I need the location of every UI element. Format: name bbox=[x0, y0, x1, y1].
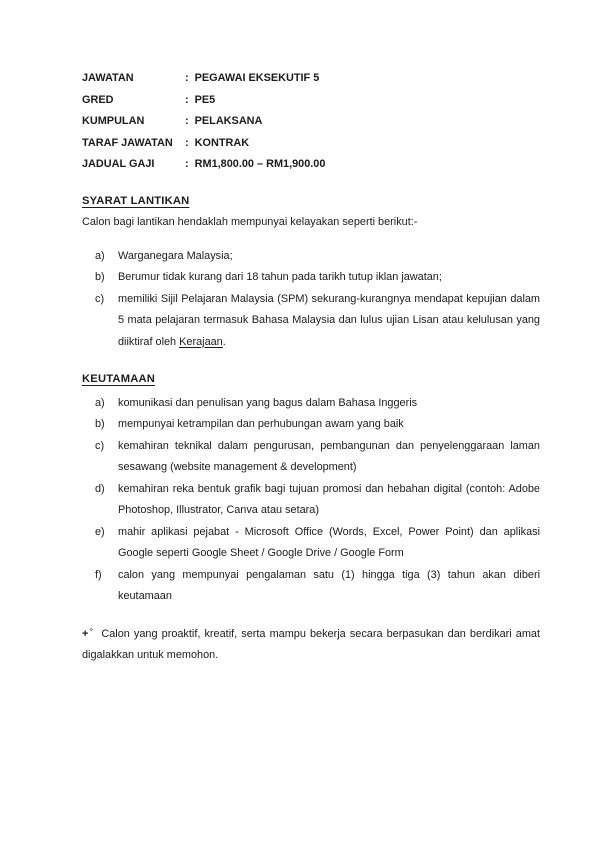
job-detail-row bbox=[82, 111, 540, 133]
field-value: PE5 bbox=[194, 93, 216, 106]
list-item bbox=[82, 246, 540, 268]
field-separator: : bbox=[185, 115, 189, 127]
section-heading-keutamaan: KEUTAMAAN bbox=[82, 373, 156, 385]
underlined-term: Kerajaan bbox=[179, 335, 223, 348]
plus-symbol: + bbox=[82, 627, 89, 640]
item-text: mempunyai ketrampilan dan perhubungan awam yang baik bbox=[118, 418, 404, 430]
field-value: KONTRAK bbox=[194, 136, 250, 149]
item-marker: c) bbox=[95, 292, 105, 305]
field-value: PELAKSANA bbox=[194, 115, 263, 127]
job-detail-row bbox=[82, 68, 540, 90]
field-value: PEGAWAI EKSEKUTIF 5 bbox=[194, 72, 320, 84]
item-text-before: memiliki Sijil Pelajaran Malaysia (SPM) sekurang-kurangnya mendapat kepujian dalam 5 mata pelajaran termasuk Bahasa Malaysia dan lulus ujian Lisan atau kelulusan yang diiktiraf oleh bbox=[118, 292, 540, 348]
field-separator: : bbox=[185, 93, 189, 106]
section-syarat-lantikan bbox=[82, 191, 540, 354]
item-text: Warganegara Malaysia; bbox=[118, 249, 233, 262]
field-separator: : bbox=[185, 72, 189, 84]
item-marker: b) bbox=[95, 271, 105, 283]
item-marker: e) bbox=[95, 525, 105, 538]
keutamaan-list bbox=[82, 393, 540, 608]
item-marker: a) bbox=[95, 249, 105, 262]
job-detail-row bbox=[82, 154, 540, 176]
item-text: Berumur tidak kurang dari 18 tahun pada tarikh tutup iklan jawatan; bbox=[118, 271, 442, 283]
list-item bbox=[82, 565, 540, 608]
list-item bbox=[82, 289, 540, 354]
field-separator: : bbox=[185, 158, 189, 170]
item-text bbox=[118, 289, 540, 354]
item-text: calon yang mempunyai pengalaman satu (1) hingga tiga (3) tahun akan diberi keutamaan bbox=[118, 568, 540, 602]
list-item bbox=[82, 393, 540, 415]
star-icon: ✧ bbox=[88, 626, 95, 634]
field-label: KUMPULAN bbox=[82, 115, 145, 127]
field-label: JADUAL GAJI bbox=[82, 158, 155, 170]
item-marker: a) bbox=[95, 396, 105, 409]
job-detail-row bbox=[82, 90, 540, 112]
field-value: RM1,800.00 – RM1,900.00 bbox=[194, 158, 326, 170]
job-details-block bbox=[82, 68, 540, 176]
item-text: mahir aplikasi pejabat - Microsoft Office (Words, Excel, Power Point) dan aplikasi Google seperti Google Sheet / Google Drive / Google Form bbox=[118, 525, 540, 559]
list-item bbox=[82, 267, 540, 289]
syarat-intro: Calon bagi lantikan hendaklah mempunyai kelayakan seperti berikut:- bbox=[82, 216, 418, 228]
section-keutamaan bbox=[82, 369, 540, 608]
item-marker: f) bbox=[95, 568, 102, 581]
item-text: kemahiran reka bentuk grafik bagi tujuan promosi dan hebahan digital (contoh: Adobe Photoshop, Illustrator, Canva atau setara) bbox=[118, 482, 540, 516]
footnote bbox=[82, 620, 540, 667]
syarat-list bbox=[82, 246, 540, 354]
item-text: komunikasi dan penulisan yang bagus dalam Bahasa Inggeris bbox=[118, 396, 418, 409]
list-item bbox=[82, 479, 540, 522]
field-label: TARAF JAWATAN bbox=[82, 136, 173, 149]
field-separator: : bbox=[185, 136, 189, 149]
item-text: kemahiran teknikal dalam pengurusan, pembangunan dan penyelenggaraan laman sesawang (website management & development) bbox=[118, 439, 540, 473]
list-item bbox=[82, 414, 540, 436]
list-item bbox=[82, 522, 540, 565]
item-text-after: . bbox=[222, 335, 226, 348]
item-marker: d) bbox=[95, 482, 105, 495]
section-heading-syarat: SYARAT LANTIKAN bbox=[82, 194, 190, 207]
footnote-marker bbox=[82, 628, 97, 640]
list-item bbox=[82, 436, 540, 479]
field-label: GRED bbox=[82, 93, 114, 106]
job-detail-row bbox=[82, 133, 540, 155]
field-label: JAWATAN bbox=[82, 72, 134, 84]
item-marker: c) bbox=[95, 439, 105, 452]
item-marker: b) bbox=[95, 418, 105, 430]
footnote-text: Calon yang proaktif, kreatif, serta mampu bekerja secara berpasukan dan berdikari amat digalakkan untuk memohon. bbox=[82, 627, 540, 661]
